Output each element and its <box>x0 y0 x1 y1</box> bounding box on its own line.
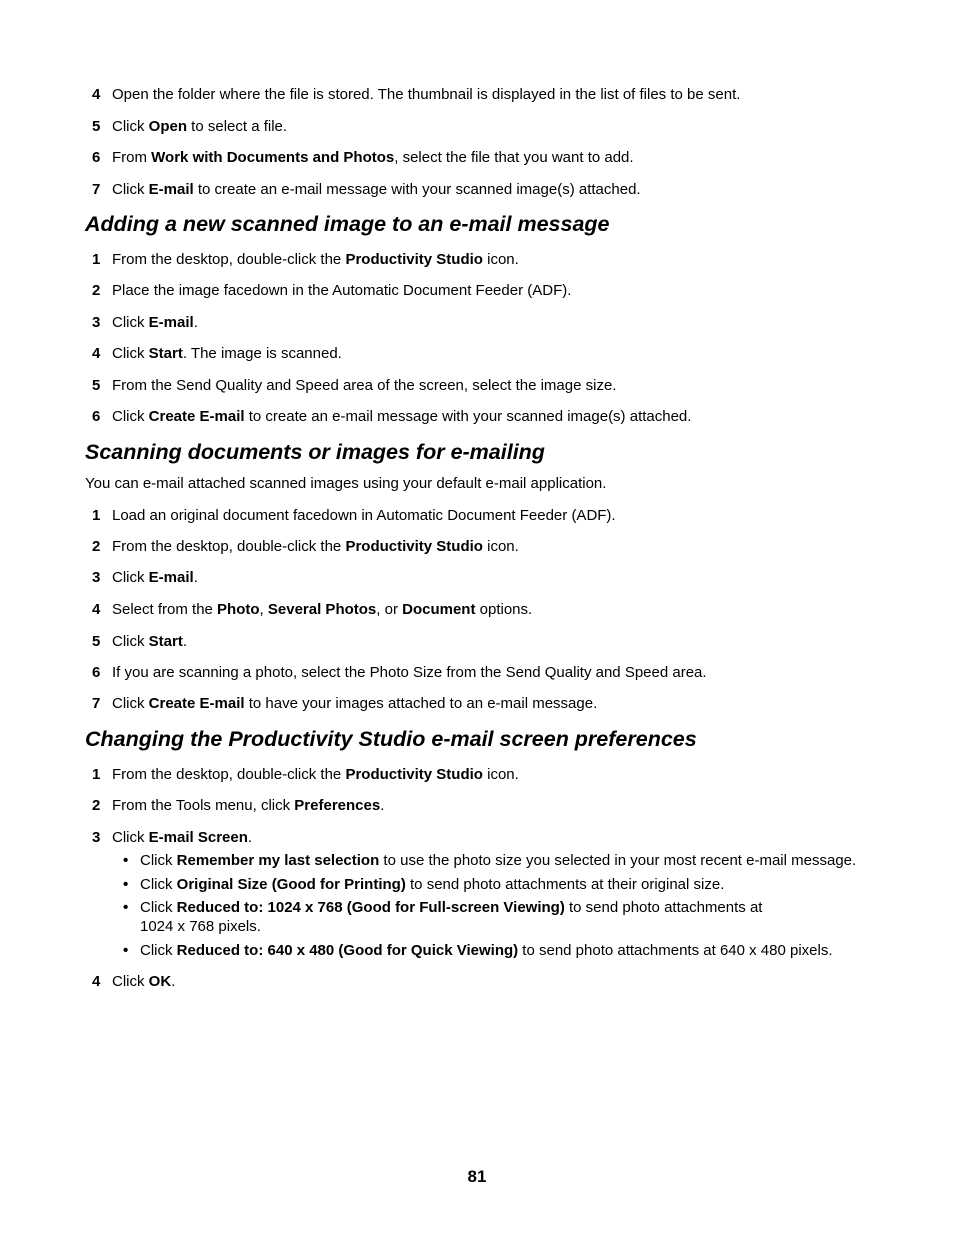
step-number: 6 <box>92 408 101 425</box>
step-text: to select a file. <box>187 118 288 135</box>
step-text: Click <box>112 973 149 990</box>
bullet-icon: • <box>123 899 129 916</box>
bullet-text: to send photo attachments at their original size. <box>405 876 725 893</box>
step-text: icon. <box>482 766 519 783</box>
step-number: 6 <box>92 664 101 681</box>
step-text: icon. <box>482 538 519 555</box>
step-number: 2 <box>92 282 101 299</box>
step-text: Click <box>112 829 149 846</box>
step-text: Click <box>112 569 149 586</box>
ui-term: Original Size (Good for Printing) <box>176 876 406 893</box>
s1-step-3 <box>88 314 198 332</box>
step-number: 5 <box>92 633 101 650</box>
s1-step-1 <box>88 251 519 269</box>
s3-step-1 <box>88 766 519 784</box>
step-text: Select from the <box>112 601 218 618</box>
ui-term: Start <box>148 633 183 650</box>
ui-term: Open <box>148 118 188 135</box>
ui-term: Photo <box>217 601 260 618</box>
s3-step-3 <box>88 829 252 847</box>
s2-step-7 <box>88 695 597 713</box>
bullet-text: Click <box>140 942 177 959</box>
ui-term: E-mail <box>148 569 194 586</box>
step-text: Click <box>112 633 149 650</box>
s1-step-5 <box>88 377 616 395</box>
step-text: . <box>193 569 198 586</box>
step-text: Click <box>112 695 149 712</box>
step-text: From the desktop, double-click the <box>112 538 346 555</box>
step-text: . <box>171 973 176 990</box>
step-text: From <box>112 149 152 166</box>
step-text: . The image is scanned. <box>182 345 342 362</box>
ui-term: Create E-mail <box>148 695 245 712</box>
step-6-select-file <box>88 149 634 167</box>
step-number: 7 <box>92 695 101 712</box>
step-text: . <box>247 829 253 846</box>
step-text: options. <box>475 601 533 618</box>
step-number: 3 <box>92 569 101 586</box>
step-text: From the desktop, double-click the <box>112 766 346 783</box>
step-number: 4 <box>92 345 101 362</box>
bullet-icon: • <box>123 942 129 959</box>
step-number: 1 <box>92 251 101 268</box>
step-text: Place the image facedown in the Automatic Document Feeder (ADF). <box>112 282 572 299</box>
s2-step-1 <box>88 507 616 525</box>
step-number: 1 <box>92 507 101 524</box>
bullet-text: Click <box>140 852 177 869</box>
step-text: . <box>193 314 198 331</box>
ui-term: Document <box>402 601 476 618</box>
step-number: 4 <box>92 601 101 618</box>
step-text: Click <box>112 118 149 135</box>
ui-term: Several Photos <box>267 601 377 618</box>
step-text: If you are scanning a photo, select the Photo Size from the Send Quality and Speed area. <box>112 664 707 681</box>
step-text: icon. <box>482 251 519 268</box>
step-text: . <box>380 797 385 814</box>
s2-step-3 <box>88 569 198 587</box>
step-text: From the desktop, double-click the <box>112 251 346 268</box>
section-intro-paragraph: You can e-mail attached scanned images using your default e-mail application. <box>85 475 607 492</box>
step-number: 1 <box>92 766 101 783</box>
s3-step-2 <box>88 797 384 815</box>
bullet-text: to send photo attachments at 640 x 480 pixels. <box>518 942 833 959</box>
ui-term: Productivity Studio <box>345 251 483 268</box>
ui-term: OK <box>148 973 172 990</box>
step-number: 2 <box>92 797 101 814</box>
ui-term: Productivity Studio <box>345 766 483 783</box>
step-number: 3 <box>92 314 101 331</box>
step-text: Click <box>112 345 149 362</box>
step-number: 5 <box>92 377 101 394</box>
section-heading-scanning-documents: Scanning documents or images for e-mailing <box>85 440 545 464</box>
bullet-icon: • <box>123 876 129 893</box>
step-text: to create an e-mail message with your scanned image(s) attached. <box>244 408 692 425</box>
section-heading-adding-image: Adding a new scanned image to an e-mail message <box>85 212 610 236</box>
ui-term: Productivity Studio <box>345 538 483 555</box>
step-text: , <box>259 601 268 618</box>
s3-step-4 <box>88 973 175 991</box>
s1-step-4 <box>88 345 342 363</box>
step-text: From the Tools menu, click <box>112 797 295 814</box>
step-4-open-folder <box>88 86 740 104</box>
step-number: 2 <box>92 538 101 555</box>
step-text: From the Send Quality and Speed area of the screen, select the image size. <box>112 377 617 394</box>
step-number: 4 <box>92 86 101 103</box>
step-number: 5 <box>92 118 101 135</box>
step-text: Click <box>112 408 149 425</box>
step-text: Load an original document facedown in Automatic Document Feeder (ADF). <box>112 507 616 524</box>
bullet-original-size <box>123 876 724 894</box>
s1-step-6 <box>88 408 691 426</box>
ui-term: Preferences <box>294 797 381 814</box>
ui-term: Reduced to: 1024 x 768 (Good for Full-screen Viewing) <box>176 899 565 916</box>
ui-term: Remember my last selection <box>176 852 380 869</box>
ui-term: E-mail Screen <box>148 829 248 846</box>
step-text: , or <box>376 601 403 618</box>
section-heading-changing-preferences: Changing the Productivity Studio e-mail screen preferences <box>85 727 697 751</box>
step-text: to have your images attached to an e-mail message. <box>244 695 598 712</box>
ui-term: Create E-mail <box>148 408 245 425</box>
step-text: Click <box>112 314 149 331</box>
s2-step-6 <box>88 664 707 682</box>
step-text: . <box>182 633 188 650</box>
s2-step-5 <box>88 633 187 651</box>
step-number: 7 <box>92 181 101 198</box>
step-number: 6 <box>92 149 101 166</box>
s2-step-2 <box>88 538 519 556</box>
bullet-text: Click <box>140 899 177 916</box>
step-number: 3 <box>92 829 101 846</box>
ui-term: Start <box>148 345 183 362</box>
step-7-click-email <box>88 181 641 199</box>
bullet-remember-selection <box>123 852 856 870</box>
s1-step-2 <box>88 282 571 300</box>
s2-step-4 <box>88 601 532 619</box>
step-5-click-open <box>88 118 287 136</box>
page-number: 81 <box>467 1167 487 1186</box>
bullet-text: to use the photo size you selected in your most recent e-mail message. <box>379 852 857 869</box>
bullet-icon: • <box>123 852 129 869</box>
step-text: to create an e-mail message with your scanned image(s) attached. <box>193 181 641 198</box>
bullet-reduced-640 <box>123 942 833 960</box>
ui-term: Work with Documents and Photos <box>151 149 395 166</box>
bullet-reduced-1024 <box>123 899 762 917</box>
step-text: , select the file that you want to add. <box>394 149 634 166</box>
step-text: Open the folder where the file is stored. The thumbnail is displayed in the list of files to be sent. <box>112 86 741 103</box>
ui-term: Reduced to: 640 x 480 (Good for Quick Viewing) <box>176 942 519 959</box>
bullet-text: Click <box>140 876 177 893</box>
bullet-text: to send photo attachments at <box>564 899 763 916</box>
step-number: 4 <box>92 973 101 990</box>
ui-term: E-mail <box>148 181 194 198</box>
step-text: Click <box>112 181 149 198</box>
ui-term: E-mail <box>148 314 194 331</box>
bullet-continuation: 1024 x 768 pixels. <box>140 918 261 935</box>
